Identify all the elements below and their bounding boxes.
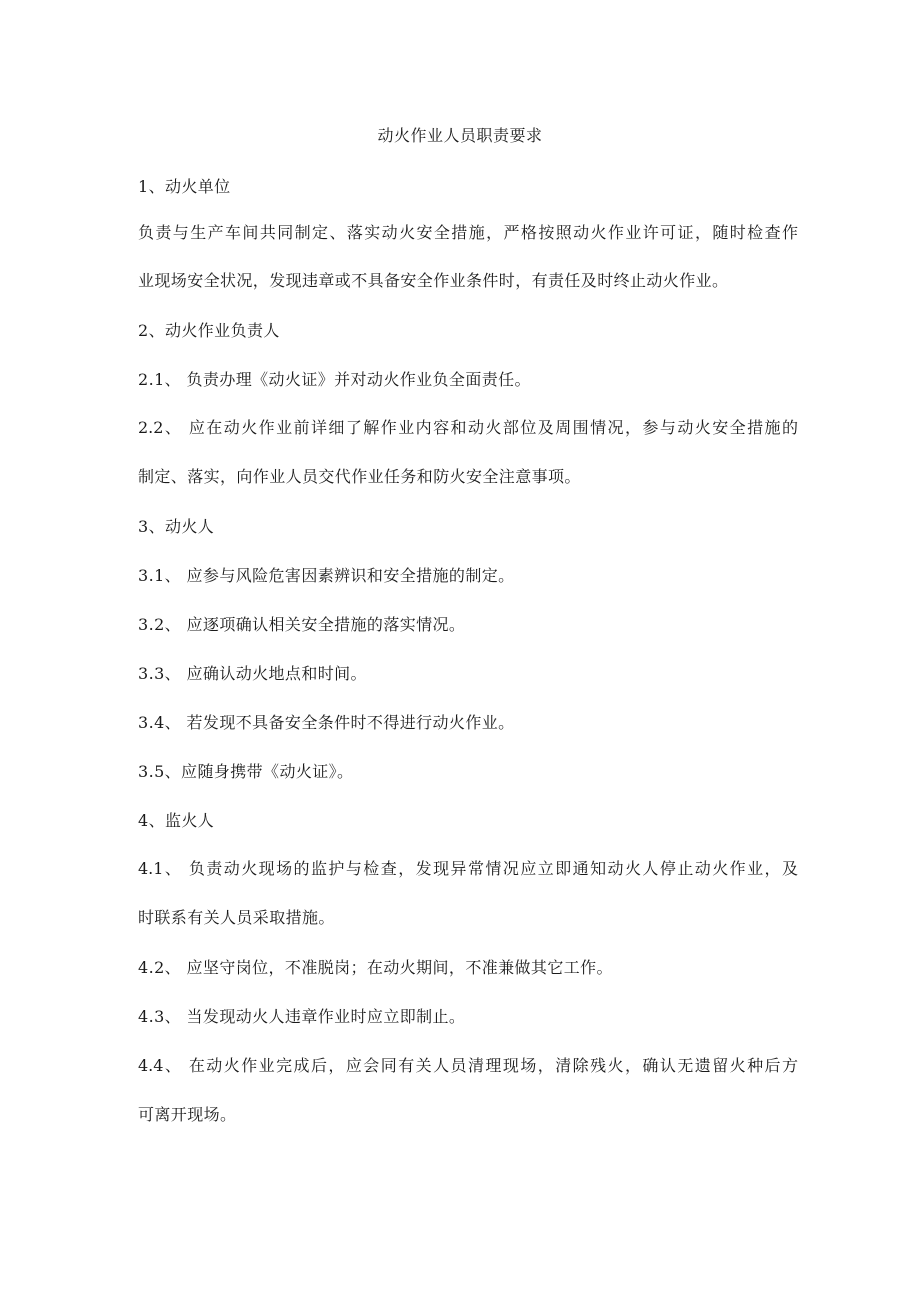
paragraph-line: 制定、落实，向作业人员交代作业任务和防火安全注意事项。	[138, 467, 581, 486]
paragraph-line: 时联系有关人员采取措施。	[138, 908, 335, 927]
list-item-4-3: 4.3、 当发现动火人违章作业时应立即制止。	[138, 1007, 466, 1026]
list-item-2-2: 2.2、 应在动火作业前详细了解作业内容和动火部位及周围情况，参与动火安全措施的	[138, 418, 798, 437]
list-item-3-4: 3.4、 若发现不具备安全条件时不得进行动火作业。	[138, 713, 515, 732]
list-item-3-3: 3.3、 应确认动火地点和时间。	[138, 664, 367, 683]
list-item-3-1: 3.1、 应参与风险危害因素辨识和安全措施的制定。	[138, 566, 515, 585]
section-heading-3: 3、动火人	[138, 517, 215, 536]
list-item-4-2: 4.2、 应坚守岗位，不准脱岗；在动火期间，不准兼做其它工作。	[138, 958, 613, 977]
section-heading-4: 4、监火人	[138, 811, 215, 830]
list-item-3-5: 3.5、应随身携带《动火证》。	[138, 762, 354, 781]
list-item-2-1: 2.1、 负责办理《动火证》并对动火作业负全面责任。	[138, 370, 531, 389]
paragraph-line: 可离开现场。	[138, 1105, 237, 1124]
paragraph-line: 业现场安全状况，发现违章或不具备安全作业条件时，有责任及时终止动火作业。	[138, 271, 729, 290]
paragraph-line: 负责与生产车间共同制定、落实动火安全措施，严格按照动火作业许可证，随时检查作	[138, 223, 798, 242]
list-item-4-1: 4.1、 负责动火现场的监护与检查，发现异常情况应立即通知动火人停止动火作业，及	[138, 859, 798, 878]
section-heading-2: 2、动火作业负责人	[138, 321, 280, 340]
section-heading-1: 1、动火单位	[138, 177, 231, 196]
document-title: 动火作业人员职责要求	[377, 126, 543, 145]
list-item-4-4: 4.4、 在动火作业完成后，应会同有关人员清理现场，清除残火，确认无遗留火种后方	[138, 1056, 798, 1075]
list-item-3-2: 3.2、 应逐项确认相关安全措施的落实情况。	[138, 615, 466, 634]
